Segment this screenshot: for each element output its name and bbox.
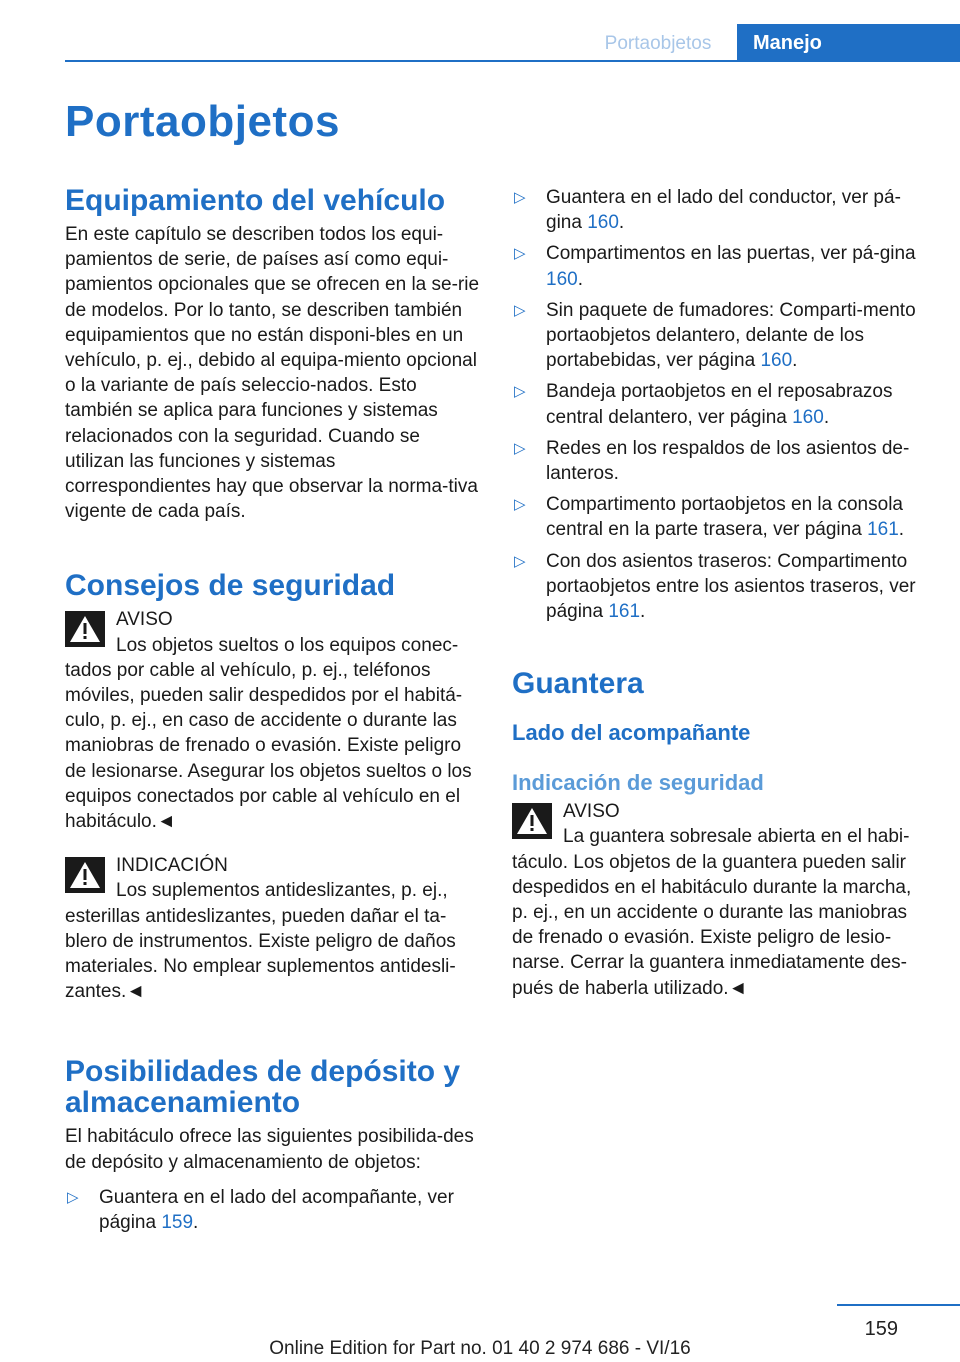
warning-body: esterillas antideslizantes, pueden dañar el ta-blero de instrumentos. Existe peligro de daños materiales. No emplear suplementos antidesli-zantes.◄ [65, 905, 456, 1003]
page-link[interactable]: 160 [546, 268, 578, 290]
heading-posibilidades: Posibilidades de depósito y almacenamiento [65, 1055, 461, 1120]
warning-title: AVISO [563, 801, 620, 823]
list-item [512, 241, 932, 291]
list-item [65, 1185, 480, 1235]
page-number: 159 [864, 1318, 898, 1340]
list-item-text: Redes en los respaldos de los asientos de-lanteros. [546, 437, 910, 485]
list-item [512, 549, 932, 625]
warning-body: táculo. Los objetos de la guantera pueden salir despedidos en el habitáculo durante la marcha, p. ej., en un accidente o durante las maniobras de frenado o evasión. Existe peligro de lesio-narse. Cerrar la guantera inmediatamente des-pués de haberla utilizado.◄ [512, 851, 912, 999]
warning-block-guantera [512, 799, 932, 1001]
storage-list-continued [512, 185, 932, 624]
list-item-end: . [193, 1212, 199, 1234]
list-item-text: Guantera en el lado del conductor, ver pá-gina [546, 187, 901, 234]
footer-edition: Online Edition for Part no. 01 40 2 974 686 - VI/16 [269, 1338, 691, 1359]
left-column [65, 185, 480, 1241]
warning-first-line: La guantera sobresale abierta en el habi- [563, 826, 910, 848]
equip-paragraph: En este capítulo se describen todos los equi-pamientos de serie, de países así como equi-pamientos opcionales que se ofrecen en la se-rie de modelos. Por lo tanto, se describen también equipamientos que no están disponi-bles en un vehículo, p. ej., debido al equipa-miento opcional o la variante de país seleccio-nados. Esto también se aplica para funciones y sistemas relacionados con la seguridad. Cuando se utilizan las funciones y sistemas correspondientes hay que observar la norma-tiva vigente de cada país. [65, 224, 480, 523]
header-section-tab[interactable]: Portaobjetos [604, 33, 712, 54]
page-link[interactable]: 161 [867, 519, 899, 541]
list-item-end: . [823, 406, 830, 428]
warning-title: AVISO [116, 609, 173, 631]
heading-guantera: Guantera [512, 667, 644, 701]
bullet-triangle-icon: ▷ [514, 552, 526, 570]
list-item-text: Guantera en el lado del acompañante, ver página [99, 1186, 454, 1234]
page-link[interactable]: 161 [608, 601, 641, 623]
list-item [512, 492, 932, 542]
list-item-end: . [640, 601, 646, 623]
page-link[interactable]: 160 [760, 350, 793, 372]
warning-triangle-icon [65, 611, 105, 647]
list-item-text: Compartimento portaobjetos en la consola central en la parte trasera, ver página [546, 494, 903, 541]
page-link[interactable]: 159 [161, 1212, 194, 1234]
warning-block-aviso [65, 607, 480, 834]
list-item-end: . [898, 519, 905, 541]
list-item [512, 379, 932, 429]
list-item-text: Con dos asientos traseros: Compartimento portaobjetos entre los asientos traseros, ver página [546, 550, 916, 623]
warning-title: INDICACIÓN [116, 855, 228, 877]
warning-block-indicacion [65, 853, 480, 1004]
heading-indicacion-seguridad: Indicación de seguridad [512, 770, 764, 796]
list-item-text: Bandeja portaobjetos en el reposabrazos central delantero, ver página [546, 381, 893, 428]
list-item [512, 185, 932, 235]
list-item-end: . [792, 350, 798, 372]
warning-triangle-icon [512, 803, 552, 839]
warning-triangle-icon [65, 857, 105, 893]
warning-first-line: Los suplementos antideslizantes, p. ej., [116, 880, 448, 902]
header-chapter-tab[interactable]: Manejo [737, 24, 960, 61]
right-column [512, 185, 932, 1001]
heading-lado-acompanante: Lado del acompañante [512, 720, 751, 746]
bullet-triangle-icon: ▷ [514, 189, 526, 206]
footer-rule [837, 1304, 960, 1306]
bullet-triangle-icon: ▷ [514, 301, 526, 319]
list-item-end: . [577, 268, 583, 290]
bullet-triangle-icon: ▷ [67, 1188, 79, 1206]
bullet-triangle-icon: ▷ [514, 439, 526, 457]
bullet-triangle-icon: ▷ [514, 496, 526, 514]
header-rule [65, 60, 960, 62]
warning-first-line: Los objetos sueltos o los equipos conec- [116, 634, 459, 656]
page-link[interactable]: 160 [792, 406, 824, 428]
warning-body: tados por cable al vehículo, p. ej., teléfonos móviles, pueden salir despedidos por el habitá-culo, p. ej., en caso de accidente o durante las maniobras de frenado o evasión. Existe peligro de lesionarse. Asegurar los objetos sueltos o los equipos conectados por cable al vehículo en el habitáculo.◄ [65, 659, 472, 833]
heading-consejos-seguridad: Consejos de seguridad [65, 569, 396, 603]
bullet-triangle-icon: ▷ [514, 383, 526, 401]
storage-list [65, 1185, 480, 1235]
bullet-triangle-icon: ▷ [514, 245, 526, 263]
page-link[interactable]: 160 [587, 212, 619, 234]
list-item [512, 298, 932, 374]
page-title: Portaobjetos [65, 97, 340, 146]
storage-paragraph: El habitáculo ofrece las siguientes posibilida-des de depósito y almacenamiento de objetos: [65, 1126, 474, 1173]
list-item-text: Sin paquete de fumadores: Comparti-mento portaobjetos delantero, delante de los portabebidas, ver página [546, 299, 916, 372]
heading-equipamiento: Equipamiento del vehículo [65, 184, 446, 217]
list-item-text: Compartimentos en las puertas, ver pá-gina [546, 243, 916, 265]
list-item [512, 436, 932, 486]
list-item-end: . [618, 212, 625, 234]
